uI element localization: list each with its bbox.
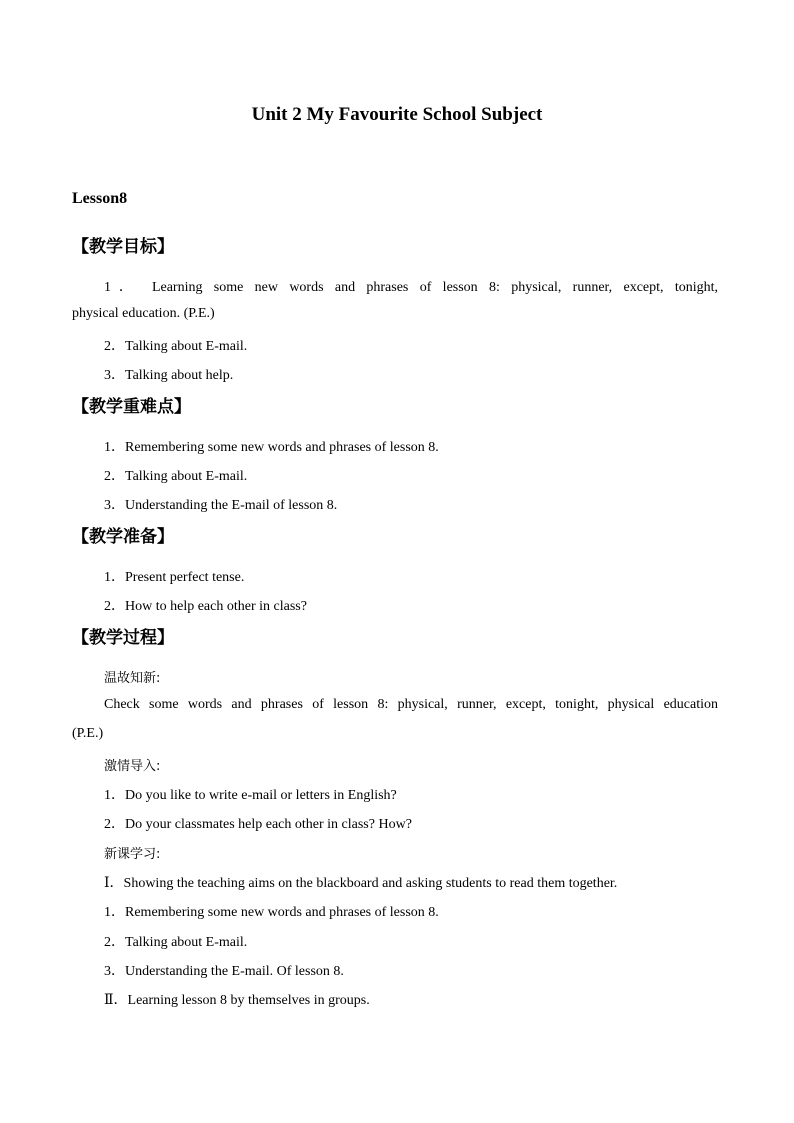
- review-text: Check some words and phrases of lesson 8: physical, runner, except, tonight, physical education: [104, 697, 718, 712]
- key-points-item-2: 2．Talking about E-mail.: [104, 469, 248, 484]
- new-lesson-label: 新课学习:: [104, 847, 161, 862]
- key-points-item-1: 1．Remembering some new words and phrases of lesson 8.: [104, 440, 439, 455]
- step-1: Ⅰ．Showing the teaching aims on the blackboard and asking students to read them together.: [104, 876, 618, 891]
- preparation-heading: 【教学准备】: [72, 527, 174, 547]
- document-title: Unit 2 My Favourite School Subject: [251, 104, 543, 125]
- review-text-continued: (P.E.): [72, 726, 104, 741]
- objectives-heading: 【教学目标】: [72, 237, 174, 257]
- objectives-item-2: 2．Talking about E-mail.: [104, 339, 248, 354]
- step-1-item-3: 3．Understanding the E-mail. Of lesson 8.: [104, 964, 344, 979]
- step-1-item-1: 1．Remembering some new words and phrases of lesson 8.: [104, 905, 439, 920]
- preparation-item-1: 1．Present perfect tense.: [104, 570, 245, 585]
- preparation-item-2: 2．How to help each other in class?: [104, 599, 307, 614]
- lead-in-item-1: 1．Do you like to write e-mail or letters in English?: [104, 788, 397, 803]
- key-points-heading: 【教学重难点】: [72, 397, 191, 417]
- review-label: 温故知新:: [104, 671, 161, 686]
- step-2: Ⅱ．Learning lesson 8 by themselves in groups.: [104, 993, 370, 1008]
- lead-in-item-2: 2．Do your classmates help each other in class? How?: [104, 817, 412, 832]
- key-points-item-3: 3．Understanding the E-mail of lesson 8.: [104, 498, 338, 513]
- process-heading: 【教学过程】: [72, 628, 174, 648]
- step-1-item-2: 2．Talking about E-mail.: [104, 935, 248, 950]
- objectives-item-3: 3．Talking about help.: [104, 368, 234, 383]
- lead-in-label: 激情导入:: [104, 759, 161, 774]
- lesson-label: Lesson8: [72, 190, 128, 207]
- objectives-item-1-continued: physical education. (P.E.): [72, 306, 215, 321]
- objectives-item-1: 1． Learning some new words and phrases of lesson 8: physical, runner, except, tonight,: [104, 280, 718, 295]
